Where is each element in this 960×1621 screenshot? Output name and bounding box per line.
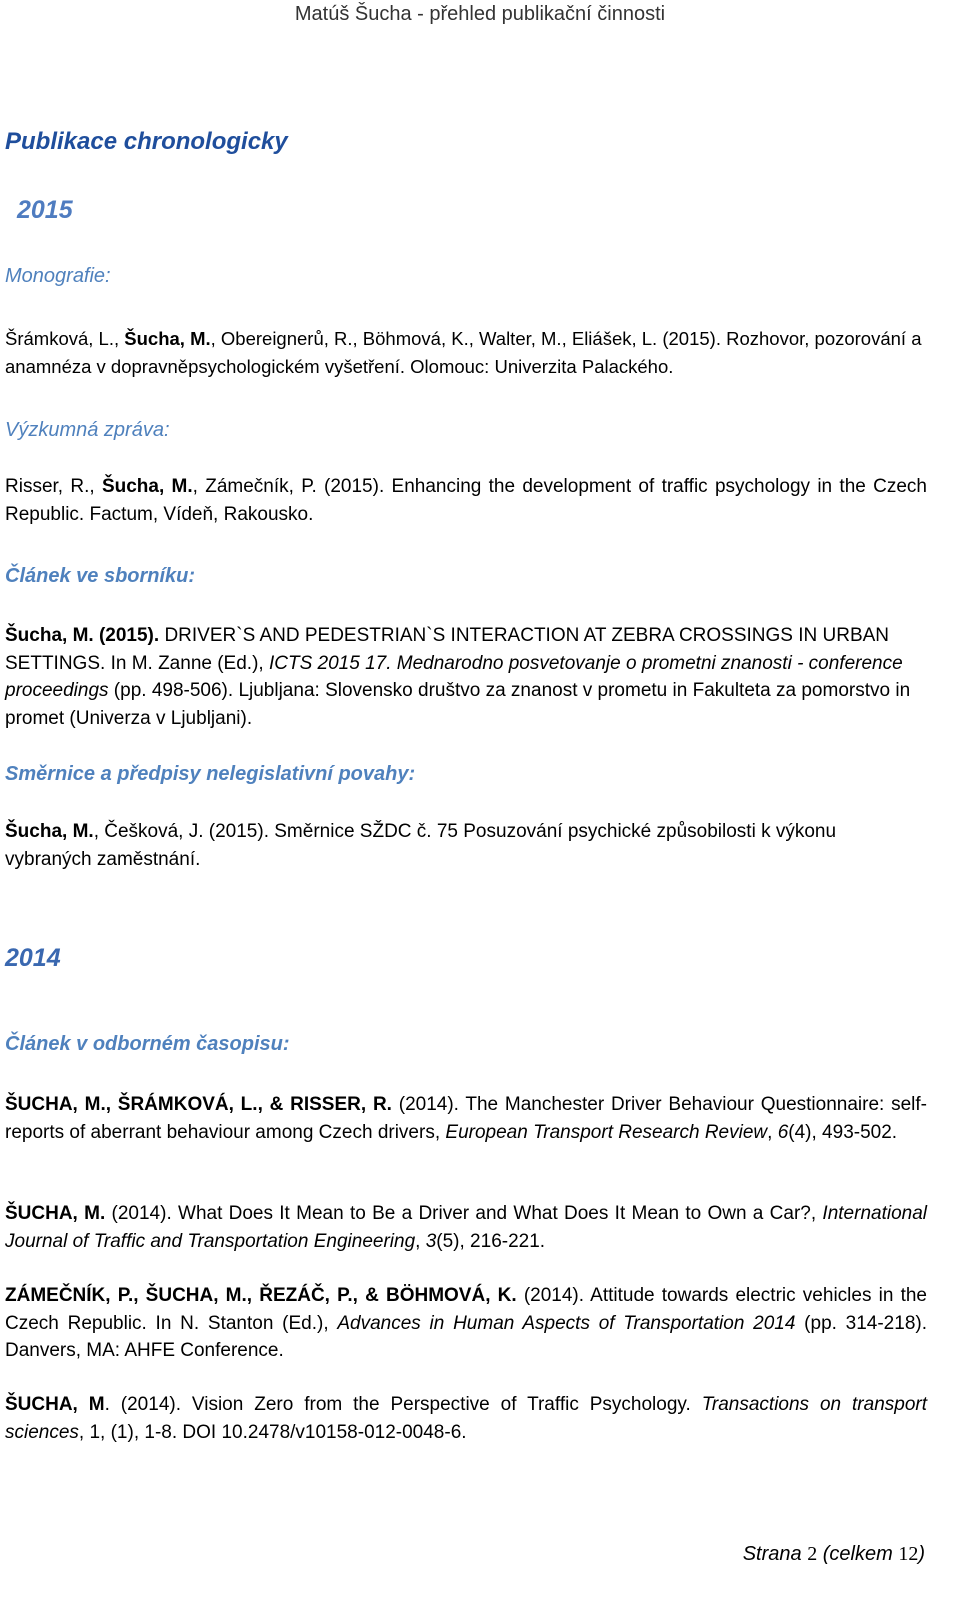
- page-number: 2: [807, 1543, 818, 1565]
- page-header: Matúš Šucha - přehled publikační činnosti: [294, 3, 666, 25]
- publication-entry: Šucha, M., Češková, J. (2015). Směrnice SŽDC č. 75 Posuzování psychické způsobilosti k výkonu vybraných zaměstnání.: [5, 821, 837, 870]
- total-pages: 12: [898, 1543, 919, 1565]
- category-heading-monografie: Monografie:: [5, 265, 111, 287]
- publication-entry: ŠUCHA, M. (2014). Vision Zero from the Perspective of Traffic Psychology. Transactions on transport sciences, 1, (1), 1-8. DOI 10.2478/v10158-012-0048-6.: [5, 1394, 927, 1443]
- publication-entry: ZÁMEČNÍK, P., ŠUCHA, M., ŘEZÁČ, P., & BÖHMOVÁ, K. (2014). Attitude towards electric vehicles in the Czech Republic. In N. Stanton (Ed.), Advances in Human Aspects of Transportation 2014 (pp. 314-218). Danvers, MA: AHFE Conference.: [5, 1285, 927, 1361]
- publication-entry: Risser, R., Šucha, M., Zámečník, P. (2015). Enhancing the development of traffic psychology in the Czech Republic. Factum, Vídeň, Rakousko.: [5, 476, 927, 525]
- category-heading-clanek-ve-sborniku: Článek ve sborníku:: [5, 565, 196, 587]
- page-footer: Strana 2 (celkem 12): [742, 1543, 925, 1565]
- main-heading: Publikace chronologicky: [5, 128, 288, 155]
- publication-entry: Šrámková, L., Šucha, M., Obereignerů, R., Böhmová, K., Walter, M., Eliášek, L. (2015). Rozhovor, pozorování a anamnéza v dopravněpsychologickém vyšetření. Olomouc: Univerzita Palackého.: [5, 328, 922, 377]
- publication-entry: ŠUCHA, M., ŠRÁMKOVÁ, L., & RISSER, R. (2014). The Manchester Driver Behaviour Questionnaire: self-reports of aberrant behaviour among Czech drivers, European Transport Research Review, 6(4), 493-502.: [5, 1094, 927, 1143]
- category-heading-vyzkumna-zprava: Výzkumná zpráva:: [5, 419, 170, 441]
- publication-entry: Šucha, M. (2015). DRIVER`S AND PEDESTRIAN`S INTERACTION AT ZEBRA CROSSINGS IN URBAN SETTINGS. In M. Zanne (Ed.), ICTS 2015 17. Mednarodno posvetovanje o prometni znanosti - conference proceedings (pp. 498-506). Ljubljana: Slovensko društvo za znanost v prometu in Fakulteta za pomorstvo in promet (Univerza v Ljubljani).: [5, 625, 911, 729]
- year-heading-2014: 2014: [5, 944, 61, 972]
- year-heading-2015: 2015: [17, 196, 73, 224]
- category-heading-smernice: Směrnice a předpisy nelegislativní povahy:: [5, 763, 416, 785]
- category-heading-clanek-v-casopisu: Článek v odborném časopisu:: [5, 1033, 290, 1055]
- publication-entry: ŠUCHA, M. (2014). What Does It Mean to Be a Driver and What Does It Mean to Own a Car?, International Journal of Traffic and Transportation Engineering, 3(5), 216-221.: [5, 1203, 927, 1252]
